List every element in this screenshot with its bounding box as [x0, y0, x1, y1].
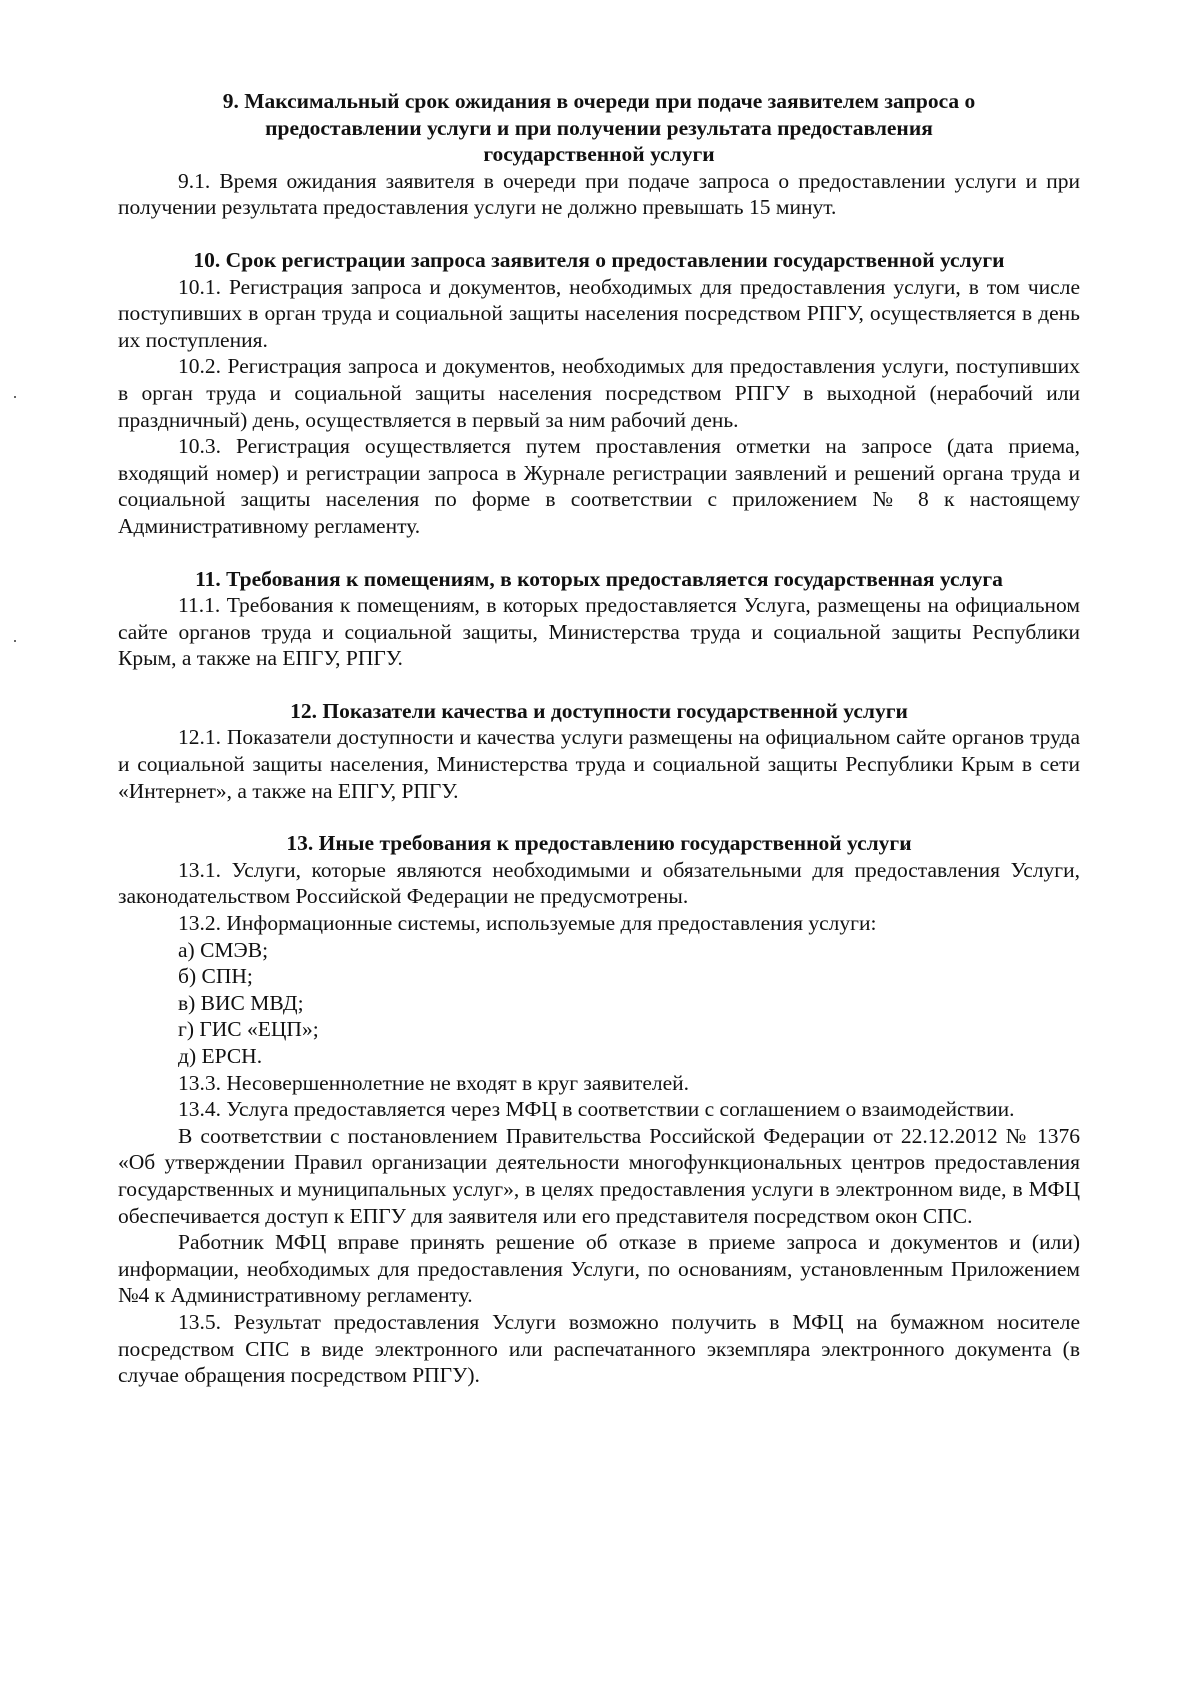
list-item: а) СМЭВ;: [178, 937, 269, 962]
section-heading: 13. Иные требования к предоставлению государственной услуги: [286, 831, 912, 856]
scan-speck: [14, 640, 16, 642]
paragraph: 10.1. Регистрация запроса и документов, необходимых для предоставления услуги, в том числе поступивших в орган труда и социальной защиты населения посредством РПГУ, осуществляется в день их поступления.: [118, 274, 1080, 352]
section-13: [118, 830, 1080, 1388]
section-12: [118, 698, 1080, 804]
paragraph: 9.1. Время ожидания заявителя в очереди при подаче запроса о предоставлении услуги и при получении результата предоставления услуги не должно превышать 15 минут.: [118, 168, 1080, 220]
paragraph: 13.4. Услуга предоставляется через МФЦ в соответствии с соглашением о взаимодействии.: [178, 1097, 1015, 1122]
paragraph: В соответствии с постановлением Правительства Российской Федерации от 22.12.2012 № 1376 «Об утверждении Правил организации деятельности многофункциональных центров предоставления государственных и муниципальных услуг», в целях предоставления услуги в электронном виде, в МФЦ обеспечивается доступ к ЕПГУ для заявителя или его представителя посредством окон СПС.: [118, 1123, 1080, 1228]
document-page: [118, 88, 1080, 1389]
scan-speck: [14, 396, 16, 398]
section-heading: 12. Показатели качества и доступности государственной услуги: [290, 698, 908, 723]
paragraph: 11.1. Требования к помещениям, в которых предоставляется Услуга, размещены на официальном сайте органов труда и социальной защиты, Министерства труда и социальной защиты Республики Крым, а также на ЕПГУ, РПГУ.: [118, 593, 1080, 671]
paragraph: 13.3. Несовершеннолетние не входят в круг заявителей.: [178, 1070, 690, 1095]
section-heading: 10. Срок регистрации запроса заявителя о предоставлении государственной услуги: [193, 247, 1005, 272]
paragraph: 13.2. Информационные системы, используемые для предоставления услуги:: [178, 911, 877, 936]
paragraph: 12.1. Показатели доступности и качества услуги размещены на официальном сайте органов труда и социальной защиты населения, Министерства труда и социальной защиты Республики Крым в сети «Интернет», а также на ЕПГУ, РПГУ.: [118, 725, 1080, 803]
list-item: б) СПН;: [178, 964, 253, 989]
paragraph: 10.2. Регистрация запроса и документов, необходимых для предоставления услуги, поступивших в орган труда и социальной защиты населения посредством РПГУ в выходной (нерабочий или праздничный) день, осуществляется в первый за ним рабочий день.: [118, 354, 1080, 432]
section-9: [118, 88, 1080, 221]
paragraph: 10.3. Регистрация осуществляется путем проставления отметки на запросе (дата приема, входящий номер) и регистрации запроса в Журнале регистрации заявлений и решений органа труда и социальной защиты населения по форме в соответствии с приложением № 8 к настоящему Административному регламенту.: [118, 434, 1080, 538]
paragraph: 13.1. Услуги, которые являются необходимыми и обязательными для предоставления Услуги, законодательством Российской Федерации не предусмотрены.: [118, 857, 1080, 909]
section-10: [118, 247, 1080, 540]
section-heading: 9. Максимальный срок ожидания в очереди при подаче заявителем запроса о предоставлении услуги и при получении результата предоставления государственной услуги: [222, 89, 976, 167]
list-item: д) ЕРСН.: [178, 1044, 263, 1068]
list-item: в) ВИС МВД;: [178, 990, 304, 1015]
paragraph: 13.5. Результат предоставления Услуги возможно получить в МФЦ на бумажном носителе посредством СПС в виде электронного или распечатанного экземпляра электронного документа (в случае обращения посредством РПГУ).: [118, 1309, 1080, 1388]
section-heading: 11. Требования к помещениям, в которых предоставляется государственная услуга: [195, 566, 1003, 591]
paragraph: Работник МФЦ вправе принять решение об отказе в приеме запроса и документов и (или) информации, необходимых для предоставления Услуги, по основаниям, установленным Приложением №4 к Административному регламенту.: [118, 1230, 1080, 1308]
section-11: [118, 566, 1080, 672]
list-item: г) ГИС «ЕЦП»;: [178, 1017, 319, 1042]
